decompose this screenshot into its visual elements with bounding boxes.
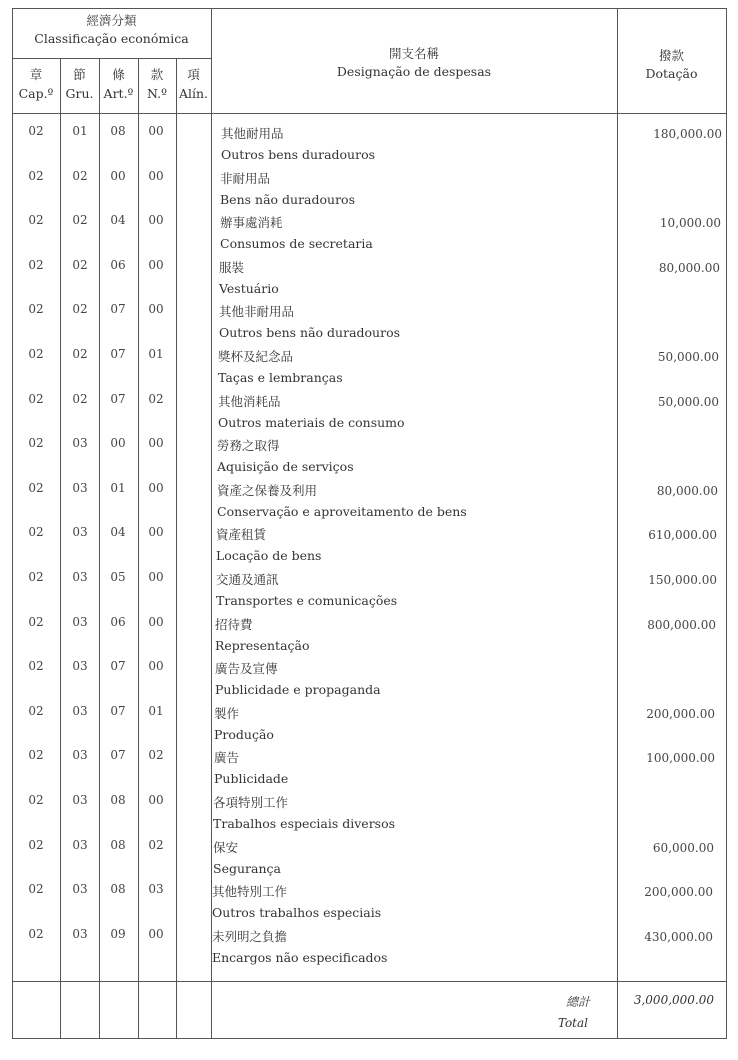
cell-art: 07	[110, 302, 126, 316]
cell-n: 02	[148, 392, 164, 406]
cell-cap: 02	[28, 481, 44, 495]
cell-designation-pt: Produção	[214, 727, 274, 742]
cell-designation-pt: Trabalhos especiais diversos	[213, 816, 396, 831]
cell-designation-zh: 保安	[213, 840, 239, 855]
cell-art: 07	[110, 704, 126, 718]
cell-designation-zh: 辦事處消耗	[220, 215, 283, 230]
col-alin-zh: 項	[187, 67, 200, 82]
cell-n: 00	[148, 302, 164, 316]
dotacao-header-pt: Dotação	[645, 66, 698, 81]
cell-gru: 03	[72, 704, 88, 718]
cell-amount: 430,000.00	[644, 930, 713, 944]
cell-designation-zh: 交通及通訊	[216, 572, 279, 587]
cell-gru: 03	[72, 927, 88, 941]
cell-cap: 02	[28, 659, 44, 673]
total-label-zh: 總計	[565, 995, 590, 1009]
cell-gru: 02	[72, 392, 88, 406]
cell-designation-pt: Publicidade e propaganda	[215, 682, 381, 697]
cell-cap: 02	[28, 838, 44, 852]
cell-art: 08	[110, 838, 126, 852]
cell-designation-zh: 其他消耗品	[218, 394, 281, 409]
cell-amount: 50,000.00	[657, 395, 719, 409]
cell-gru: 03	[72, 748, 88, 762]
cell-cap: 02	[28, 302, 44, 316]
cell-art: 06	[110, 615, 126, 629]
cell-n: 00	[148, 436, 164, 450]
cell-art: 00	[110, 169, 126, 183]
cell-designation-pt: Outros bens duradouros	[221, 147, 376, 162]
col-art-pt: Art.º	[103, 86, 134, 101]
cell-n: 00	[148, 124, 164, 138]
cell-cap: 02	[28, 124, 44, 138]
cell-gru: 02	[72, 347, 88, 361]
cell-gru: 03	[72, 481, 88, 495]
cell-n: 00	[148, 615, 164, 629]
cell-n: 00	[148, 169, 164, 183]
cell-n: 00	[148, 525, 164, 539]
col-n-zh: 款	[150, 67, 164, 82]
col-n-pt: N.º	[147, 86, 167, 101]
cell-amount: 200,000.00	[644, 885, 713, 899]
cell-amount: 100,000.00	[646, 751, 715, 765]
cell-cap: 02	[28, 882, 44, 896]
cell-gru: 03	[72, 570, 88, 584]
designation-header-pt: Designação de despesas	[336, 64, 492, 79]
cell-gru: 02	[72, 302, 88, 316]
cell-designation-zh: 各項特別工作	[213, 795, 289, 810]
cell-cap: 02	[28, 436, 44, 450]
cell-amount: 180,000.00	[653, 127, 722, 141]
cell-designation-pt: Outros trabalhos especiais	[212, 905, 382, 920]
cell-designation-zh: 獎杯及紀念品	[218, 349, 294, 364]
cell-designation-zh: 勞務之取得	[217, 438, 280, 453]
col-divider	[60, 58, 61, 1038]
table-border-top	[12, 8, 727, 9]
col-gru-zh: 節	[73, 67, 86, 82]
cell-art: 01	[110, 481, 126, 495]
header-subdivider	[12, 58, 211, 59]
designation-header-zh: 開支名稱	[388, 46, 439, 61]
cell-cap: 02	[28, 169, 44, 183]
total-top-rule	[12, 981, 727, 982]
cell-gru: 02	[72, 213, 88, 227]
cell-amount: 10,000.00	[659, 216, 721, 230]
cell-art: 07	[110, 748, 126, 762]
header-bottom-rule	[12, 113, 727, 114]
cell-designation-zh: 資產之保養及利用	[217, 483, 318, 498]
cell-gru: 03	[72, 793, 88, 807]
cell-art: 07	[110, 392, 126, 406]
cell-cap: 02	[28, 748, 44, 762]
cell-cap: 02	[28, 793, 44, 807]
cell-designation-zh: 非耐用品	[220, 171, 271, 186]
cell-gru: 01	[72, 124, 88, 138]
cell-gru: 03	[72, 659, 88, 673]
cell-art: 07	[110, 347, 126, 361]
cell-designation-zh: 製作	[214, 706, 240, 721]
cell-designation-pt: Outros materiais de consumo	[218, 415, 405, 430]
col-cap-pt: Cap.º	[18, 86, 54, 101]
cell-designation-zh: 其他耐用品	[221, 126, 284, 141]
cell-amount: 60,000.00	[652, 841, 714, 855]
cell-amount: 610,000.00	[648, 528, 717, 542]
col-gru-pt: Gru.	[65, 86, 94, 101]
cell-cap: 02	[28, 570, 44, 584]
cell-designation-zh: 廣告	[214, 750, 240, 765]
cell-n: 02	[148, 838, 164, 852]
cell-designation-pt: Outros bens não duradouros	[219, 325, 401, 340]
col-art-zh: 條	[112, 67, 125, 82]
cell-designation-pt: Aquisição de serviços	[217, 459, 354, 474]
table-border-left	[12, 8, 13, 1038]
cell-art: 09	[110, 927, 126, 941]
col-divider	[617, 8, 618, 1038]
cell-cap: 02	[28, 927, 44, 941]
cell-gru: 02	[72, 258, 88, 272]
cell-art: 05	[110, 570, 126, 584]
table-border-right	[726, 8, 727, 1038]
cell-gru: 03	[72, 525, 88, 539]
total-label-pt: Total	[557, 1016, 588, 1030]
cell-amount: 80,000.00	[656, 484, 718, 498]
cell-amount: 50,000.00	[657, 350, 719, 364]
cell-amount: 800,000.00	[647, 618, 716, 632]
total-amount: 3,000,000.00	[633, 993, 714, 1007]
cell-n: 03	[148, 882, 164, 896]
cell-designation-pt: Vestuário	[219, 281, 279, 296]
cell-cap: 02	[28, 258, 44, 272]
cell-designation-pt: Locação de bens	[216, 548, 322, 563]
cell-amount: 200,000.00	[646, 707, 715, 721]
cell-designation-zh: 未列明之負擔	[212, 929, 288, 944]
cell-n: 02	[148, 748, 164, 762]
cell-n: 00	[148, 793, 164, 807]
cell-art: 07	[110, 659, 126, 673]
cell-art: 06	[110, 258, 126, 272]
cell-gru: 03	[72, 436, 88, 450]
cell-gru: 03	[72, 838, 88, 852]
cell-gru: 03	[72, 615, 88, 629]
cell-gru: 02	[72, 169, 88, 183]
cell-designation-zh: 服裝	[219, 260, 245, 275]
cell-cap: 02	[28, 704, 44, 718]
cell-cap: 02	[28, 213, 44, 227]
col-alin-pt: Alín.	[178, 86, 209, 101]
cell-n: 00	[148, 659, 164, 673]
cell-cap: 02	[28, 525, 44, 539]
cell-n: 01	[148, 347, 164, 361]
cell-n: 00	[148, 570, 164, 584]
cell-n: 00	[148, 927, 164, 941]
cell-amount: 150,000.00	[648, 573, 717, 587]
cell-designation-pt: Transportes e comunicações	[216, 593, 398, 608]
cell-designation-pt: Segurança	[213, 861, 281, 876]
cell-n: 01	[148, 704, 164, 718]
classification-header-zh: 經濟分類	[86, 13, 137, 28]
cell-designation-pt: Representação	[215, 638, 310, 653]
cell-designation-pt: Bens não duradouros	[220, 192, 355, 207]
cell-n: 00	[148, 213, 164, 227]
cell-designation-pt: Encargos não especificados	[212, 950, 388, 965]
col-cap-zh: 章	[29, 67, 43, 82]
table-border-bottom	[12, 1038, 727, 1039]
cell-designation-zh: 招待費	[215, 617, 253, 632]
cell-gru: 03	[72, 882, 88, 896]
cell-designation-zh: 廣告及宣傳	[215, 661, 278, 676]
cell-cap: 02	[28, 347, 44, 361]
col-divider	[176, 58, 177, 1038]
cell-designation-zh: 其他非耐用品	[219, 304, 295, 319]
cell-designation-pt: Consumos de secretaria	[220, 236, 373, 251]
cell-designation-pt: Publicidade	[214, 771, 289, 786]
cell-designation-pt: Conservação e aproveitamento de bens	[217, 504, 467, 519]
classification-header-pt: Classificação económica	[34, 31, 189, 46]
cell-n: 00	[148, 481, 164, 495]
cell-designation-zh: 其他特別工作	[212, 884, 288, 899]
cell-art: 08	[110, 124, 126, 138]
cell-designation-pt: Taças e lembranças	[218, 370, 343, 385]
cell-n: 00	[148, 258, 164, 272]
cell-art: 04	[110, 213, 126, 227]
cell-cap: 02	[28, 392, 44, 406]
cell-cap: 02	[28, 615, 44, 629]
cell-art: 04	[110, 525, 126, 539]
cell-amount: 80,000.00	[658, 261, 720, 275]
cell-art: 08	[110, 882, 126, 896]
dotacao-header-zh: 撥款	[658, 48, 684, 63]
cell-art: 00	[110, 436, 126, 450]
cell-art: 08	[110, 793, 126, 807]
cell-designation-zh: 資產租賃	[216, 527, 267, 542]
